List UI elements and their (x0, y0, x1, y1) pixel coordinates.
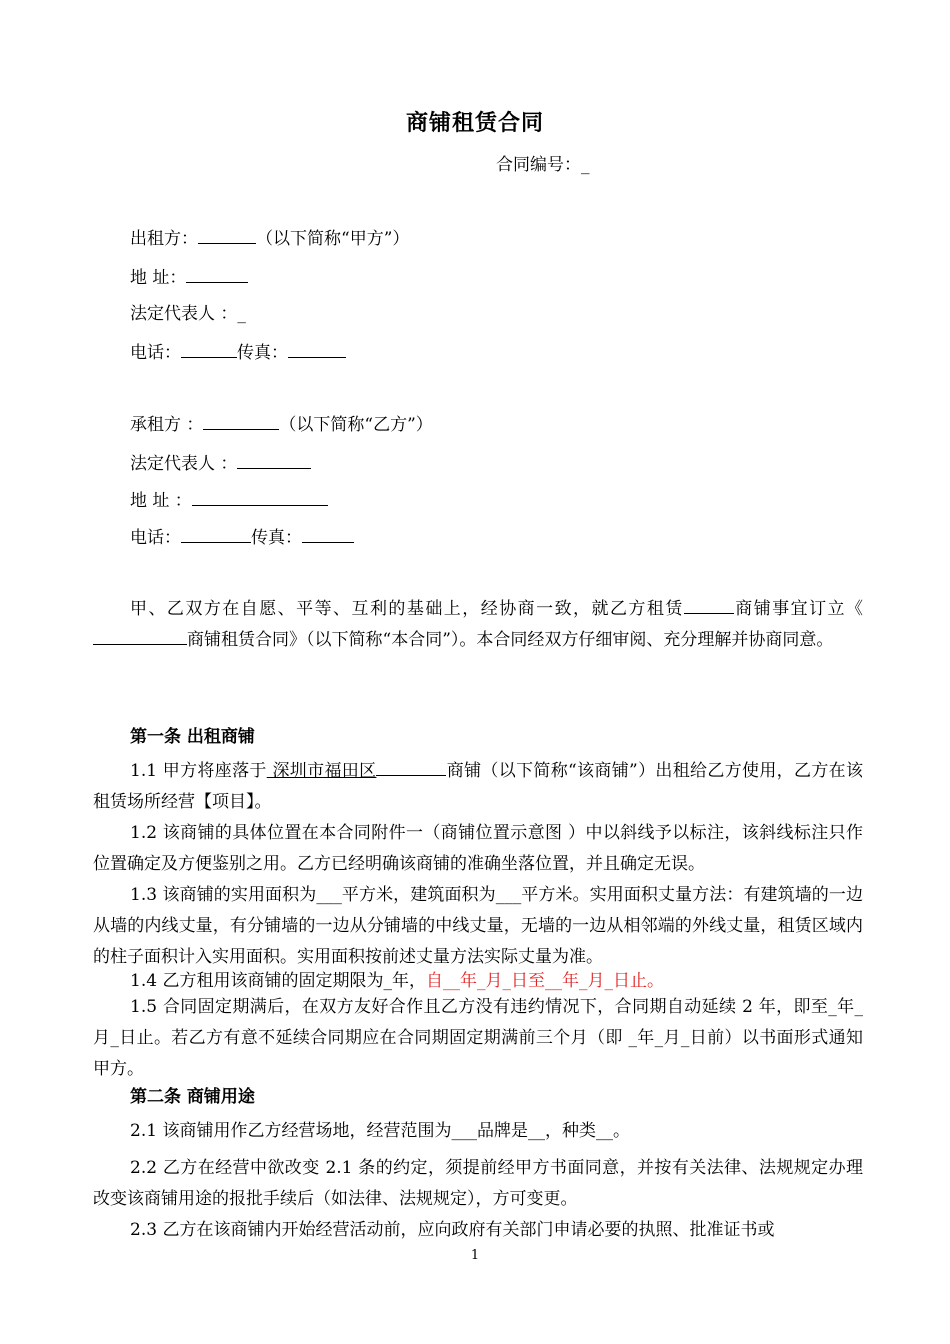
lessor-fax-blank (288, 339, 346, 358)
clause-1-2: 1.2 该商铺的具体位置在本合同附件一（商铺位置示意图 ）中以斜线予以标注，该斜线标注只作位置确定及方便鉴别之用。乙方已经明确该商铺的准确坐落位置，并且确定无误。 (93, 823, 863, 874)
clause-1-4: 1.4 乙方租用该商铺的固定期限为_年，自__年_月_日至__年_月_日止。 (130, 971, 664, 991)
page-number: 1 (470, 1248, 480, 1263)
lessee-rep-blank (237, 450, 311, 469)
intro-blank-2 (93, 626, 187, 645)
contract-number: 合同编号：_ (496, 155, 590, 175)
lessor-name-line: 出租方： （以下简称“甲方”） (130, 224, 409, 249)
address-blank (376, 757, 446, 776)
lessor-rep-line: 法定代表人 ：_ (130, 304, 246, 324)
clause-1-3: 1.3 该商铺的实用面积为___平方米，建筑面积为___平方米。实用面积丈量方法：有建筑墙的一边从墙的内线丈量，有分铺墙的一边从分铺墙的中线丈量，无墙的一边从相邻端的外线丈量，租赁区域内的柱子面积计入实用面积。实用面积按前述丈量方法实际丈量为准。 (93, 885, 863, 967)
lessor-contact-line: 电话： 传真： (130, 338, 346, 363)
clause-2-1: 2.1 该商铺用作乙方经营场地，经营范围为___品牌是__，种类__。 (130, 1121, 630, 1141)
intro-blank-1 (684, 595, 734, 614)
lessor-name-blank (198, 225, 256, 244)
lessor-phone-blank (181, 339, 237, 358)
lessee-rep-line: 法定代表人 ： (130, 449, 311, 474)
intro-paragraph: 甲、乙双方在自愿、平等、互利的基础上，经协商一致，就乙方租赁 商铺事宜订立《商铺租赁合同》（以下简称“本合同”）。本合同经双方仔细审阅、充分理解并协商同意。 (93, 594, 863, 656)
clause-1-5: 1.5 合同固定期满后，在双方友好合作且乙方没有违约情况下，合同期自动延续 2 年，即至_年_月_日止。若乙方有意不延续合同期应在合同期固定期满前三个月（即 _年_月_日前）以书面形式通知甲方。 (93, 997, 863, 1079)
page-title: 商铺租赁合同 (405, 110, 544, 136)
lessee-name-blank (203, 411, 279, 430)
lessee-name-line: 承租方 ： （以下简称“乙方”） (130, 410, 433, 435)
lessee-address-blank (192, 487, 328, 506)
clause-2-3: 2.3 乙方在该商铺内开始经营活动前，应向政府有关部门申请必要的执照、批准证书或 (130, 1220, 775, 1240)
lessee-phone-blank (181, 524, 251, 543)
article-2-heading: 第二条 商铺用途 (130, 1087, 255, 1107)
lessee-address-line: 地 址 ： (130, 486, 328, 511)
lease-term-dates: 自__年_月_日至__年_月_日止。 (425, 971, 664, 991)
lessee-fax-blank (302, 524, 354, 543)
lessor-address-blank (186, 264, 248, 283)
lessee-contact-line: 电话： 传真： (130, 523, 354, 548)
clause-2-2: 2.2 乙方在经营中欲改变 2.1 条的约定，须提前经甲方书面同意，并按有关法律、法规规定办理改变该商铺用途的报批手续后（如法律、法规规定），方可变更。 (93, 1158, 863, 1209)
lessor-address-line: 地 址： (130, 263, 248, 288)
premises-address: 深圳市福田区 (266, 761, 377, 781)
article-1-heading: 第一条 出租商铺 (130, 727, 255, 747)
clause-1-1: 1.1 甲方将座落于 深圳市福田区 商铺（以下简称“该商铺”）出租给乙方使用，乙方在该租赁场所经营【项目】。 (93, 756, 863, 818)
